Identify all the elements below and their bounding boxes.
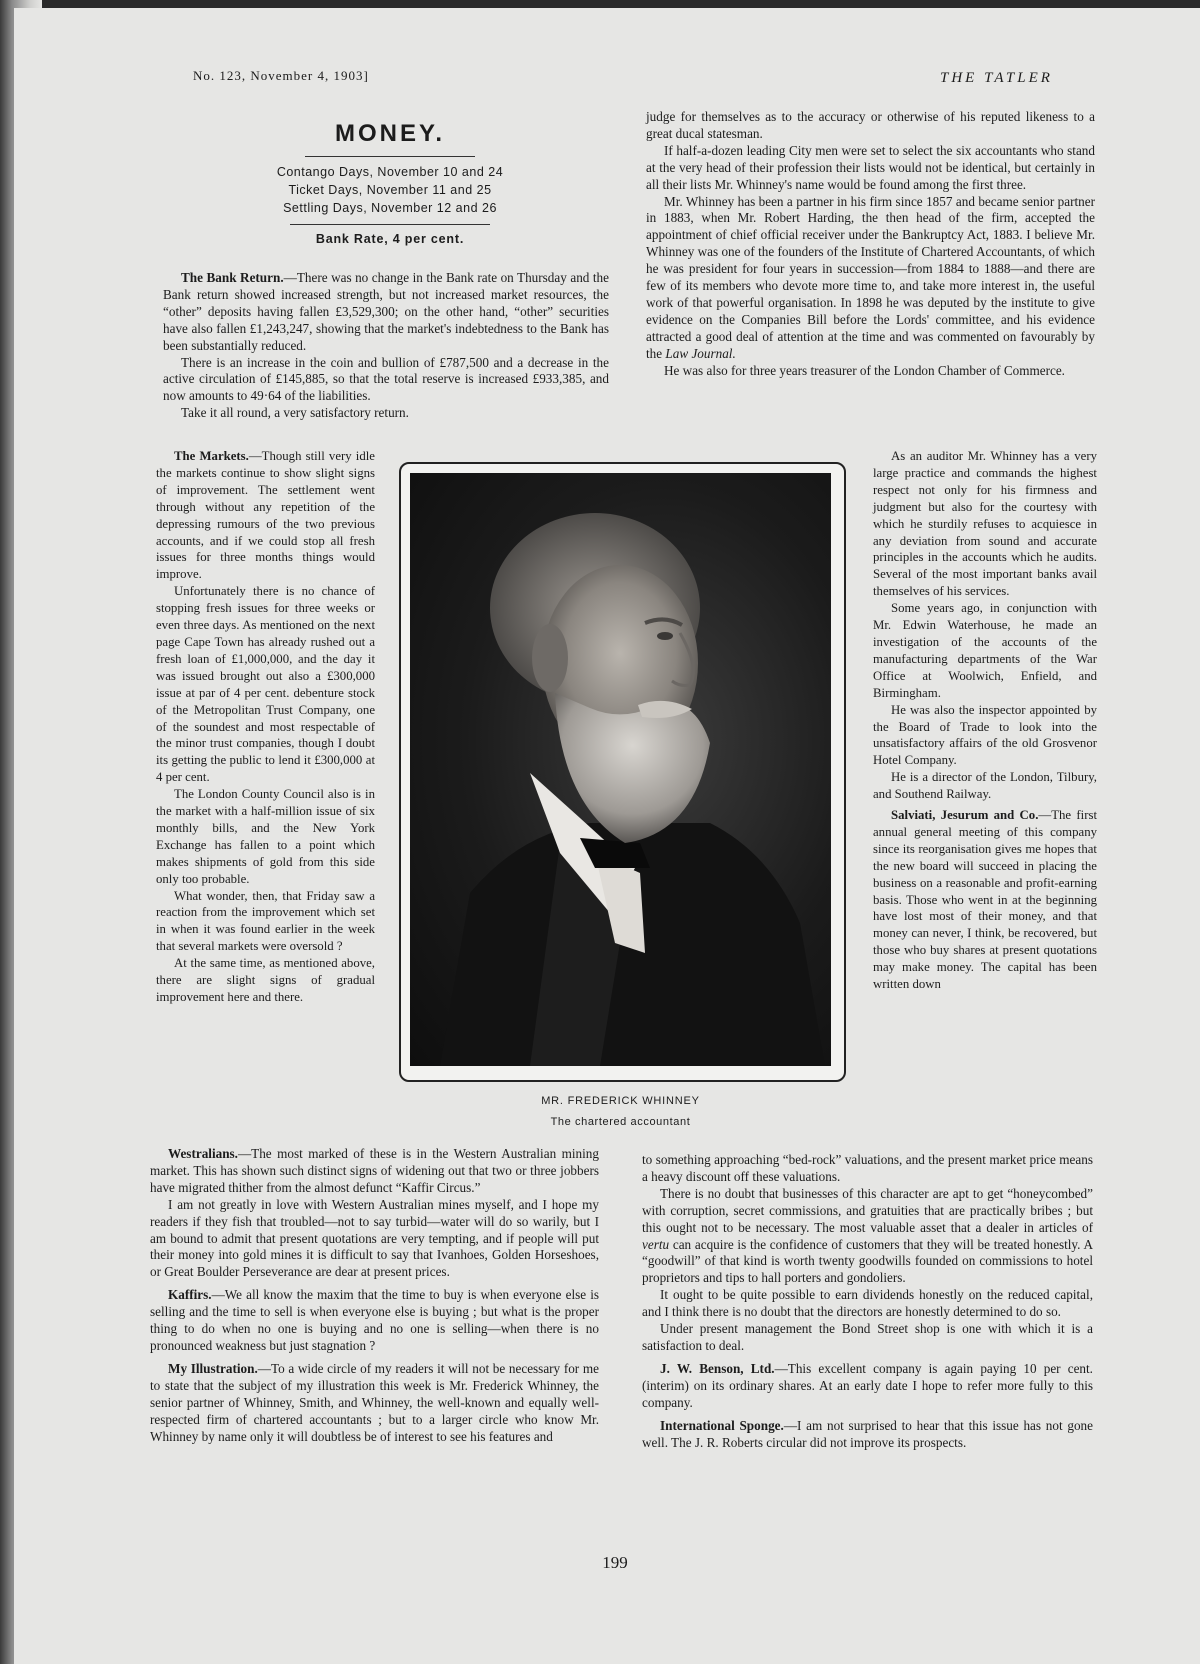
markets-para-5: At the same time, as mentioned above, there are slight signs of gradual improvement here and there. (156, 956, 375, 1004)
markets-para-2: Unfortunately there is no chance of stopping fresh issues for three weeks or even three days. As mentioned on the next page Cape Town has already rushed out a fresh loan of £1,000,000, and the day it was issued brought out also a £300,000 issue at par of 4 per cent. debenture stock of the Metropolitan Trust Company, one of the soundest and most respectable of the minor trust companies, though I doubt its getting the public to lend it £300,000 at 4 per cent. (156, 584, 375, 785)
salviati-heading: Salviati, Jesurum and Co. (891, 808, 1039, 823)
waterhouse-para: Some years ago, in conjunction with Mr. Edwin Waterhouse, he made an investigation of the accounts of the manufacturing departments of the War Office at Woolwich, Enfield, and Birmingham. (873, 601, 1097, 700)
title-rule (305, 156, 475, 157)
right-para-1: judge for themselves as to the accuracy or otherwise of his reputed likeness to a great ducal statesman. (646, 109, 1095, 141)
right-column-top (646, 109, 1095, 380)
inspector-para: He was also the inspector appointed by the Board of Trade to look into the unsatisfactory affairs of the old Grosvenor Hotel Company. (873, 702, 1097, 768)
illustration-heading: My Illustration. (168, 1360, 258, 1376)
right-narrow-column (873, 448, 1097, 993)
issue-line: No. 123, November 4, 1903] (193, 68, 369, 83)
markets-para-3: The London County Council also is in the market with a half-million issue of six monthly bills, and the New York Exchange has fallen to a point which makes shipments of gold from this side only too probable. (156, 787, 375, 886)
salviati-para-2: There is no doubt that businesses of this character are apt to get “honeycombed” with corruption, secret commissions, and gratuities that are practically bribes ; but this ought not to be necessary. The most valuable asset that a dealer in articles of vertu can acquire is the confidence of customers that they will be treated honestly. A “goodwill” of that kind is worth twenty goodwills founded on commissions to hotel proprietors and tips to hall porters and gondoliers. (642, 1185, 1093, 1286)
right-column-bottom (642, 1152, 1093, 1451)
director-para: He is a director of the London, Tilbury, and Southend Railway. (873, 770, 1097, 802)
portrait-photo (410, 473, 831, 1066)
settling-days: Settling Days, November 12 and 26 (283, 201, 497, 215)
westralians-para-2: I am not greatly in love with Western Australian mines myself, and I hope my readers if they fish that troubled—not to say turbid—water will do so warily, but I am bound to admit that present quotations are very tempting, and if people will put their money into gold mines it is difficult to say that Ivanhoes, Golden Horseshoes, or Great Boulder Perseverance are dear at present prices. (150, 1196, 599, 1280)
page-number: 199 (602, 1553, 628, 1572)
bank-return-para-2: There is an increase in the coin and bullion of £787,500 and a decrease in the active circulation of £145,885, so that the total reserve is increased £933,385, and now amounts to 49·64 of the liabilities. (163, 354, 609, 404)
sponge-para: International Sponge.—I am not surprised to hear that this issue has not gone well. The J. R. Roberts circular did not improve its prospects. (642, 1417, 1093, 1450)
contango-days: Contango Days, November 10 and 24 (276, 165, 504, 179)
law-journal-title: Law Journal. (665, 345, 736, 361)
kaffirs-heading: Kaffirs. (168, 1287, 212, 1303)
lower-left-column (150, 1146, 599, 1445)
benson-para: J. W. Benson, Ltd.—This excellent company is again paying 10 per cent. (interim) on its ordinary shares. At an early date I hope to refer more fully to this company. (642, 1360, 1093, 1410)
markets-para-4: What wonder, then, that Friday saw a reaction from the improvement which set in when it was found earlier in the week that several markets were oversold ? (156, 888, 375, 954)
markets-heading: The Markets. (174, 449, 249, 463)
portrait-illustration (410, 473, 831, 1066)
ticket-days: Ticket Days, November 11 and 25 (288, 183, 492, 197)
salviati-para-3: It ought to be quite possible to earn dividends honestly on the reduced capital, and I think there is no doubt that the directors are honestly determined to do so. (642, 1287, 1093, 1320)
bank-rate: Bank Rate, 4 per cent. (315, 232, 465, 246)
bank-return-section (163, 270, 609, 422)
bank-return-para-1: The Bank Return.—There was no change in the Bank rate on Thursday and the Bank return showed increased strength, but not increased market resources, the “other” deposits having fallen £3,529,300; on the other hand, “other” securities have also fallen £1,243,247, showing that the market's indebtedness to the Bank has been substantially reduced. (163, 270, 609, 353)
sponge-heading: International Sponge. (660, 1417, 784, 1433)
right-para-2: If half-a-dozen leading City men were set to select the six accountants who stand at the very head of their profession their lists would not be identical, but certainly in all their lists Mr. Whinney's name would be found among the first three. (646, 142, 1095, 192)
vertu-word: vertu (642, 1236, 670, 1252)
illustration-para: My Illustration.—To a wide circle of my readers it will not be necessary for me to state that the subject of my illustration this week is Mr. Frederick Whinney, the senior partner of Whinney, Smith, and Whinney, the well-known and equally well-respected firm of chartered accountants ; but to a larger circle who know Mr. Whinney by name only it will doubtless be of interest to see his features and (150, 1360, 599, 1444)
bank-return-para-3: Take it all round, a very satisfactory return. (181, 405, 409, 421)
kaffirs-para: Kaffirs.—We all know the maxim that the time to buy is when everyone else is selling and the time to sell is when everyone else is buying ; but what is the proper thing to do when no one is buying and no one is selling—when there is no pronounced weakness but just stagnation ? (150, 1287, 599, 1353)
section-title: MONEY. (334, 120, 445, 147)
westralians-para-1: Westralians.—The most marked of these is in the Western Australian mining market. This has shown such distinct signs of widening out that two or three jobbers have migrated thither from the almost defunct “Kaffir Circus.” (150, 1146, 599, 1195)
right-para-3: Mr. Whinney has been a partner in his firm since 1857 and became senior partner in 1883, when Mr. Robert Harding, the then head of the firm, accepted the appointment of chief official receiver under the Bankruptcy Act, 1883. I believe Mr. Whinney was one of the founders of the Institute of Chartered Accountants, of which he was president for four years in succession—from 1884 to 1888—and there are few of its members who devote more time to, and take more interest in, the useful work of that powerful organisation. In 1898 he was deputed by the institute to give evidence on the Companies Bill before the Lords' committee, and his evidence attracted a good deal of attention at the time and was commented on favourably by the Law Journal. (646, 193, 1095, 361)
benson-heading: J. W. Benson, Ltd. (660, 1360, 775, 1376)
markets-section (156, 448, 375, 1006)
markets-para-1: The Markets.—Though still very idle the markets continue to show slight signs of improvement. The settlement went through without any repetition of the depressing rumours of the two previous accounts, and if we could stop all fresh issues for three months things would improve. (156, 449, 375, 582)
salviati-para-1-cont: to something approaching “bed-rock” valuations, and the present market price means a heavy discount off these valuations. (642, 1152, 1093, 1184)
photo-caption-name: MR. FREDERICK WHINNEY (541, 1095, 700, 1107)
auditor-para: As an auditor Mr. Whinney has a very large practice and commands the highest respect not only for his firmness and judgment but also for the courtesy with which he sturdily refuses to acquiesce in any deviation from sound and accurate principles in the accounts which he audits. Several of the most important banks avail themselves of his services. (873, 449, 1097, 599)
salviati-para-1: Salviati, Jesurum and Co.—The first annual general meeting of this company since its reorganisation gives me hopes that the new board will succeed in placing the business on a reasonable and profit-earning basis. Those who went in at the beginning have lost most of their money, and that money can never, I think, be recovered, but those who buy shares at present quotations may make money. The capital has been written down (873, 808, 1097, 992)
photo-caption-subtitle: The chartered accountant (550, 1116, 691, 1128)
bank-return-heading: The Bank Return. (181, 270, 284, 285)
right-para-4: He was also for three years treasurer of the London Chamber of Commerce. (664, 362, 1065, 378)
westralians-heading: Westralians. (168, 1146, 238, 1161)
settlement-dates (240, 163, 540, 217)
salviati-para-4: Under present management the Bond Street shop is one with which it is a satisfaction to deal. (642, 1321, 1093, 1353)
dates-rule (290, 224, 490, 225)
masthead: THE TATLER (940, 70, 1053, 86)
